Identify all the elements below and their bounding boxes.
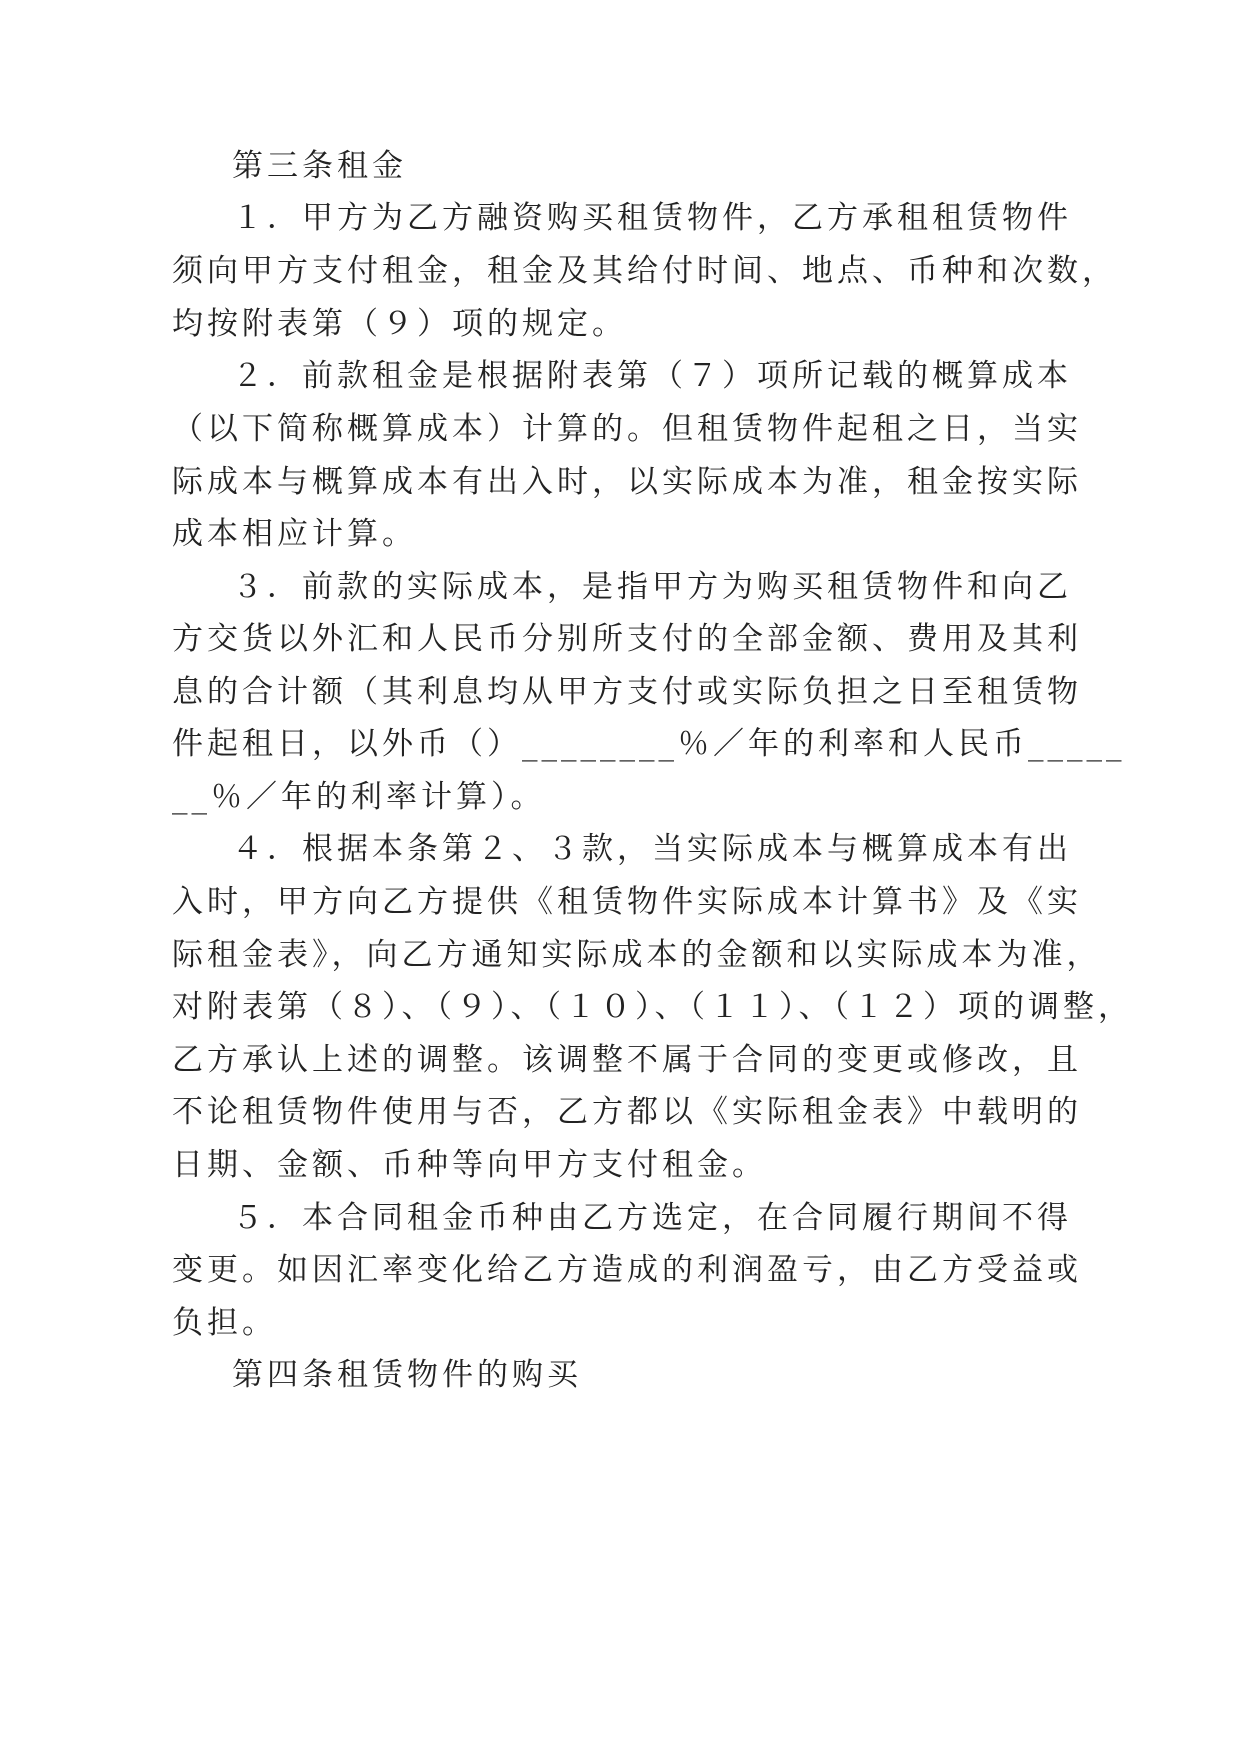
heading-article-3: 第三条租金 — [232, 148, 407, 184]
clause-4-line-2: 入时，甲方向乙方提供《租赁物件实际成本计算书》及《实 — [172, 884, 1082, 920]
clause-5-line-1: ５．本合同租金币种由乙方选定，在合同履行期间不得 — [232, 1200, 1072, 1236]
clause-4-line-5: 乙方承认上述的调整。该调整不属于合同的变更或修改，且 — [172, 1042, 1082, 1078]
clause-1-line-3: 均按附表第（９）项的规定。 — [172, 306, 627, 342]
clause-2-line-2: （以下简称概算成本）计算的。但租赁物件起租之日，当实 — [172, 411, 1082, 447]
clause-5-line-2: 变更。如因汇率变化给乙方造成的利润盈亏，由乙方受益或 — [172, 1252, 1082, 1288]
clause-3-line-4: 件起租日，以外币（）________％／年的利率和人民币_____ — [172, 726, 1126, 762]
heading-article-4: 第四条租赁物件的购买 — [232, 1357, 582, 1393]
clause-4-line-6: 不论租赁物件使用与否，乙方都以《实际租金表》中载明的 — [172, 1094, 1082, 1130]
clause-4-line-7: 日期、金额、币种等向甲方支付租金。 — [172, 1147, 767, 1183]
clause-2-line-4: 成本相应计算。 — [172, 516, 417, 552]
clause-2-line-1: ２．前款租金是根据附表第（７）项所记载的概算成本 — [232, 358, 1072, 394]
clause-4-line-1: ４．根据本条第２、３款，当实际成本与概算成本有出 — [232, 831, 1072, 867]
clause-1-line-2: 须向甲方支付租金，租金及其给付时间、地点、币种和次数， — [172, 253, 1117, 289]
clause-4-line-4: 对附表第（８）、（９）、（１０）、（１１）、（１２）项的调整， — [172, 989, 1133, 1025]
clause-3-line-2: 方交货以外汇和人民币分别所支付的全部金额、费用及其利 — [172, 621, 1082, 657]
clause-3-line-3: 息的合计额（其利息均从甲方支付或实际负担之日至租赁物 — [172, 674, 1082, 710]
clause-5-line-3: 负担。 — [172, 1305, 277, 1341]
clause-1-line-1: １．甲方为乙方融资购买租赁物件，乙方承租租赁物件 — [232, 200, 1072, 236]
clause-3-line-5: __％／年的利率计算）。 — [172, 779, 546, 815]
clause-4-line-3: 际租金表》，向乙方通知实际成本的金额和以实际成本为准， — [172, 937, 1102, 973]
clause-3-line-1: ３．前款的实际成本，是指甲方为购买租赁物件和向乙 — [232, 569, 1072, 605]
clause-2-line-3: 际成本与概算成本有出入时，以实际成本为准，租金按实际 — [172, 464, 1082, 500]
